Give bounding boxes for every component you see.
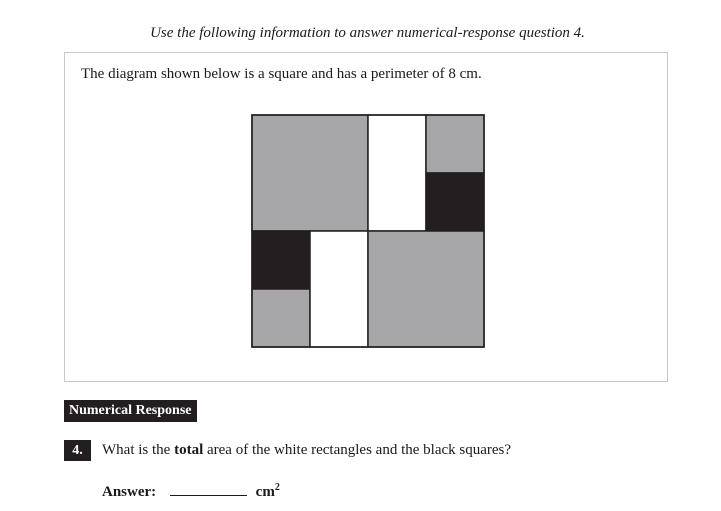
white-rectangle-bottom bbox=[310, 231, 368, 347]
gray-square-top-left bbox=[252, 115, 368, 231]
answer-label: Answer: bbox=[102, 484, 157, 500]
black-square-top-right bbox=[426, 173, 484, 231]
question-text bbox=[102, 442, 511, 459]
intro-instruction: Use the following information to answer numerical-response question 4. bbox=[150, 25, 585, 41]
gray-square-small-bottom-left bbox=[252, 289, 310, 347]
black-square-bottom-left bbox=[252, 231, 310, 289]
gray-square-small-top-right bbox=[426, 115, 484, 173]
answer-unit bbox=[256, 484, 280, 500]
question-text-after: area of the white rectangles and the black squares? bbox=[203, 442, 512, 458]
white-rectangle-top bbox=[368, 115, 426, 231]
info-text: The diagram shown below is a square and has a perimeter of 8 cm. bbox=[81, 66, 482, 82]
answer-unit-exponent: 2 bbox=[274, 482, 280, 493]
gray-square-bottom-right bbox=[368, 231, 484, 347]
info-box bbox=[64, 52, 668, 382]
answer-unit-base: cm bbox=[255, 484, 275, 500]
answer-blank[interactable] bbox=[170, 482, 247, 496]
question-number: 4. bbox=[64, 440, 91, 461]
answer-row bbox=[102, 482, 280, 501]
question-text-before: What is the bbox=[102, 442, 175, 458]
square-diagram bbox=[251, 114, 485, 348]
question-text-bold: total bbox=[174, 442, 204, 458]
section-header: Numerical Response bbox=[64, 400, 197, 422]
